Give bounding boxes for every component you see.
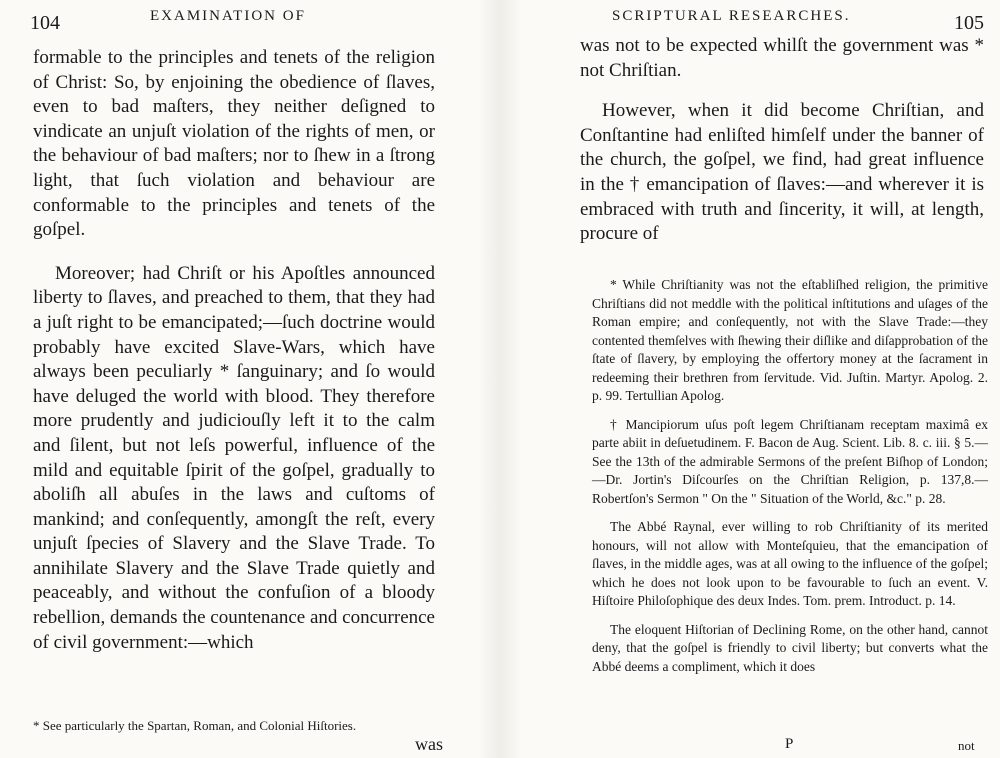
left-page <box>0 0 470 758</box>
catchword: was <box>415 734 443 754</box>
catchword: not <box>958 738 975 753</box>
footnote: * See particularly the Spartan, Roman, and Colonial Hiſtories. <box>33 718 357 733</box>
footnote: † Mancipiorum uſus poſt legem Chriſtianam receptam maximâ ex parte abiit in deſuetudinem. F. Bacon de Aug. Scient. Lib. 8. c. iii. § 5.—See the 13th of the admirable Sermons of the preſent Biſhop of London;—Dr. Jortin's Diſcourſes on the Chriſtian Religion, p. 137,8.—Robertſon's Sermon " On the " Situation of the World, &c." p. 28. <box>592 416 988 506</box>
paragraph: Moreover; had Chriſt or his Apoſtles announced liberty to ſlaves, and preached to them, that they had a juſt right to be emancipated;—ſuch doctrine would probably have excited Slave-Wars, which have always been peculiarly * ſanguinary; and ſo would have deluged the world with blood. They therefore more prudently and judiciouſly left it to the calm and ſilent, but not leſs powerful, influence of the mild and equitable ſpirit of the goſpel, gradually to aboliſh all abuſes in the laws and cuſtoms of mankind; and conſequently, amongſt the reſt, every unjuſt ſpecies of Slavery and the Slave Trade. To annihilate Slavery and the Slave Trade quietly and peaceably, and without the confuſion of a bloody rebellion, demands the countenance and concurrence of civil government:—which <box>33 262 435 653</box>
running-head: SCRIPTURAL RESEARCHES. <box>612 8 851 24</box>
book-gutter <box>478 0 522 758</box>
paragraph: formable to the principles and tenets of the religion of Christ: So, by enjoining the obedience of ſlaves, even to bad maſters, they neither deſigned to vindicate an unjuſt violation of the rights of men, or the behaviour of bad maſters; nor to ſhew in a ſtrong light, that ſuch violation and behaviour are conformable to the principles and tenets of the goſpel. <box>33 47 435 241</box>
page-number: 104 <box>30 12 60 34</box>
signature-mark: P <box>785 736 794 752</box>
paragraph: However, when it did become Chriſtian, and Conſtantine had enliſted himſelf under the banner of the church, the goſpel, we find, had great influence in the † emancipation of ſlaves:—and wherever it is embraced with truth and ſincerity, it will, at length, procure of <box>580 100 984 245</box>
footnotes <box>592 276 988 686</box>
main-text <box>580 34 984 247</box>
page-number: 105 <box>954 12 984 34</box>
paragraph: was not to be expected whilſt the government was * not Chriſtian. <box>580 35 984 81</box>
right-page <box>530 0 1000 758</box>
running-head: EXAMINATION OF <box>150 8 306 24</box>
main-text <box>33 46 435 655</box>
footnote: * While Chriſtianity was not the eſtabliſhed religion, the primitive Chriſtians did not meddle with the political inſtitutions and uſages of the Roman empire; and conſequently, not with the Slave Trade:—they contented themſelves with ſhewing their diſlike and diſapprobation of the ſtate of ſlavery, by employing the offertory money at the ſacrament in redeeming their brethren from ſervitude. Vid. Juſtin. Martyr. Apolog. 2. p. 99. Tertullian Apolog. <box>592 277 988 403</box>
footnote: The eloquent Hiſtorian of Declining Rome, on the other hand, cannot deny, that the goſpel is friendly to civil liberty; but converts what the Abbé deems a compliment, which it does <box>592 621 988 674</box>
footnote: The Abbé Raynal, ever willing to rob Chriſtianity of its merited honours, will not allow with Monteſquieu, that the emancipation of ſlaves, in the middle ages, was at all owing to the influence of the goſpel; which he does not look upon to be favourable to ſuch an event. V. Hiſtoire Philoſophique des deux Indes. Tom. prem. Introduct. p. 14. <box>592 519 988 608</box>
